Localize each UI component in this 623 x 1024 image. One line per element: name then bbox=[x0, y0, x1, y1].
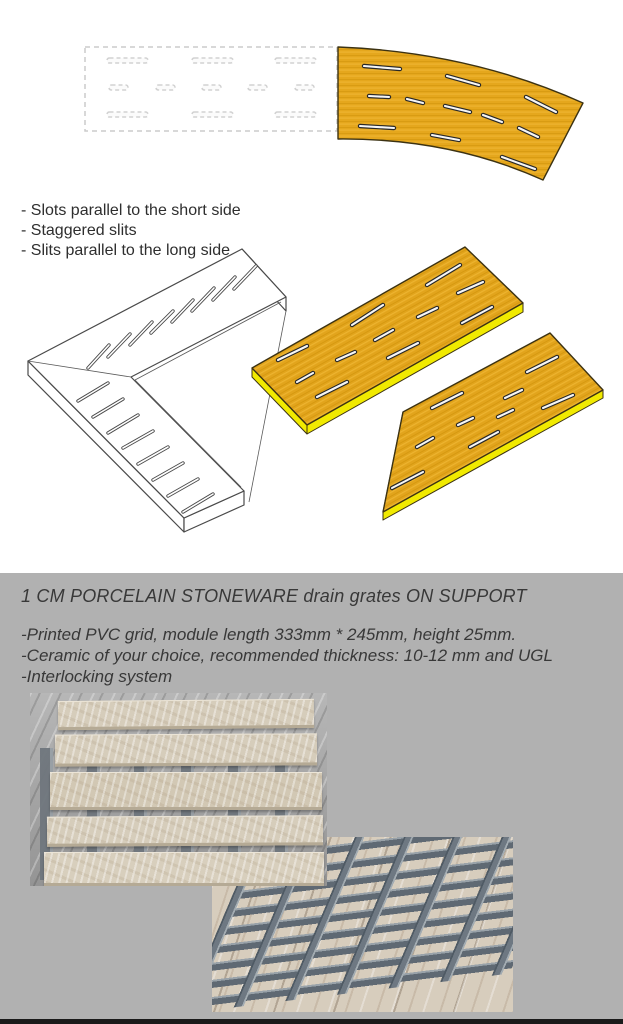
bullet-ceramic: -Ceramic of your choice, recommended thickness: 10-12 mm and UGL bbox=[21, 646, 553, 665]
bullet-slits-long-side: - Slits parallel to the long side bbox=[21, 242, 230, 259]
stoneware-tile bbox=[44, 852, 324, 886]
bullet-interlocking: -Interlocking system bbox=[21, 667, 173, 686]
figure-straight-and-curved-panel bbox=[80, 30, 610, 200]
stoneware-tiles bbox=[44, 700, 324, 886]
section-title: 1 CM PORCELAIN STONEWARE drain grates ON SUPPORT bbox=[21, 586, 527, 606]
stoneware-tile bbox=[55, 733, 317, 766]
figure-mitered-panel-isometric bbox=[375, 325, 615, 525]
stoneware-tile bbox=[58, 699, 314, 730]
bullet-staggered-slits: - Staggered slits bbox=[21, 222, 137, 239]
bottom-divider-bar bbox=[0, 1019, 623, 1024]
photo-stoneware-grate-on-support bbox=[30, 693, 327, 886]
stoneware-tile bbox=[50, 772, 322, 810]
bullet-slots-short-side: - Slots parallel to the short side bbox=[21, 202, 241, 219]
product-info-section bbox=[0, 573, 623, 1024]
bullet-pvc-grid: -Printed PVC grid, module length 333mm * 245mm, height 25mm. bbox=[21, 625, 517, 644]
product-bullet-list bbox=[21, 624, 553, 687]
stoneware-tile bbox=[47, 815, 323, 846]
